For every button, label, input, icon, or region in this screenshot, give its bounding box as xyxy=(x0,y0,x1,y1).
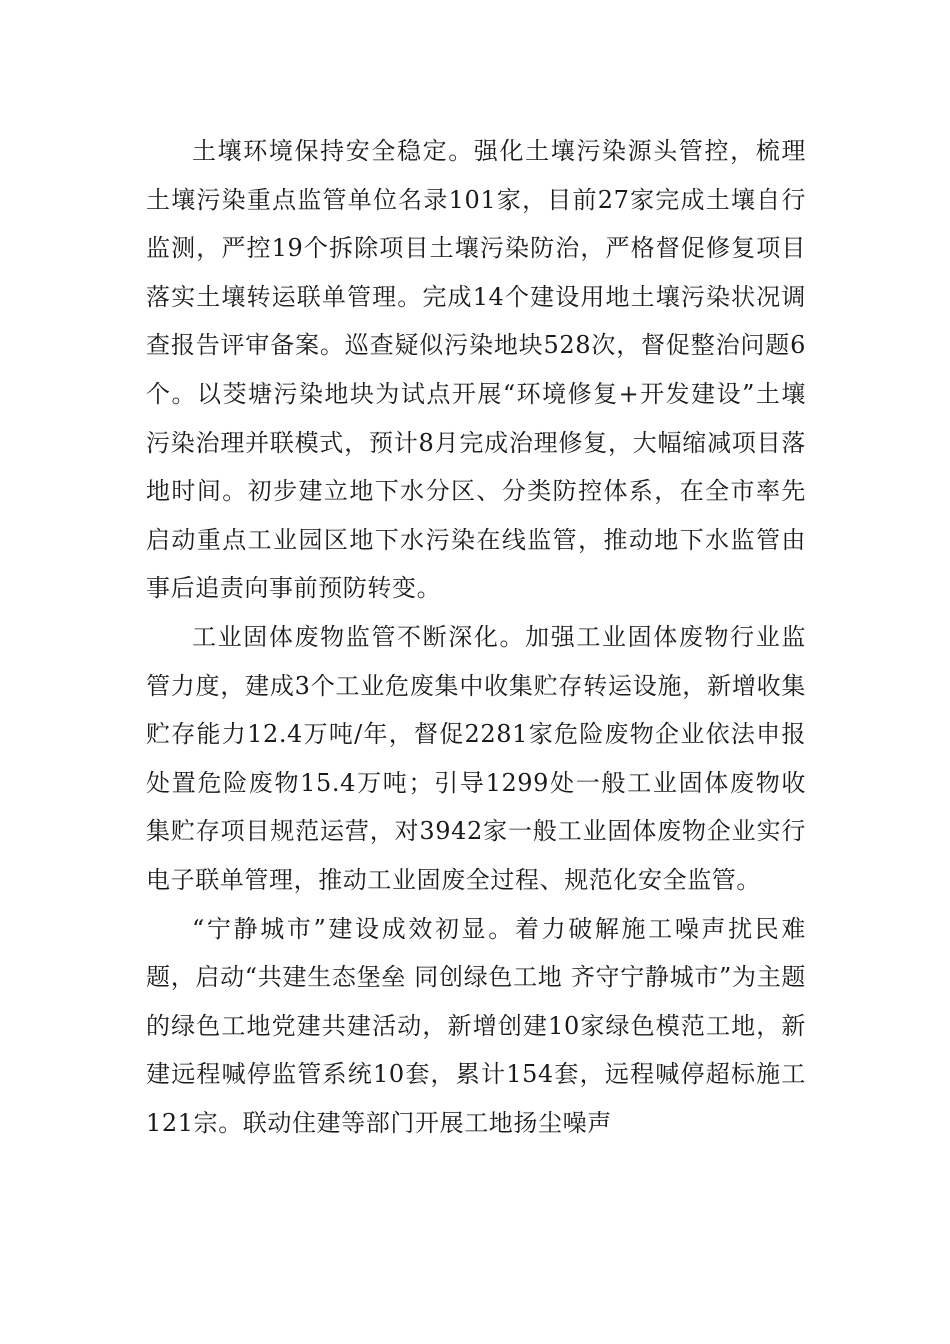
paragraph-quiet-city: “宁静城市”建设成效初显。着力破解施工噪声扰民难题，启动“共建生态堡垒 同创绿色工地 齐守宁静城市”为主题的绿色工地党建共建活动，新增创建10家绿色模范工地，新建远程喊停监管系统10套，累计154套，远程喊停超标施工121宗。联动住建等部门开展工地扬尘噪声 xyxy=(146,914,806,1137)
paragraph-soil-environment: 土壤环境保持安全稳定。强化土壤污染源头管控，梳理土壤污染重点监管单位名录101家，目前27家完成土壤自行监测，严控19个拆除项目土壤污染防治，严格督促修复项目落实土壤转运联单管理。完成14个建设用地土壤污染状况调查报告评审备案。巡查疑似污染地块528次，督促整治问题6个。以茭塘污染地块为试点开展“环境修复+开发建设”土壤污染治理并联模式，预计8月完成治理修复，大幅缩减项目落地时间。初步建立地下水分区、分类防控体系，在全市率先启动重点工业园区地下水污染在线监管，推动地下水监管由事后追责向事前预防转变。 xyxy=(146,137,806,603)
document-body xyxy=(146,127,806,1147)
paragraph-industrial-solid-waste: 工业固体废物监管不断深化。加强工业固体废物行业监管力度，建成3个工业危废集中收集贮存转运设施，新增收集贮存能力12.4万吨/年，督促2281家危险废物企业依法申报处置危险废物15.4万吨；引导1299处一般工业固体废物收集贮存项目规范运营，对3942家一般工业固体废物企业实行电子联单管理，推动工业固废全过程、规范化安全监管。 xyxy=(146,622,806,894)
